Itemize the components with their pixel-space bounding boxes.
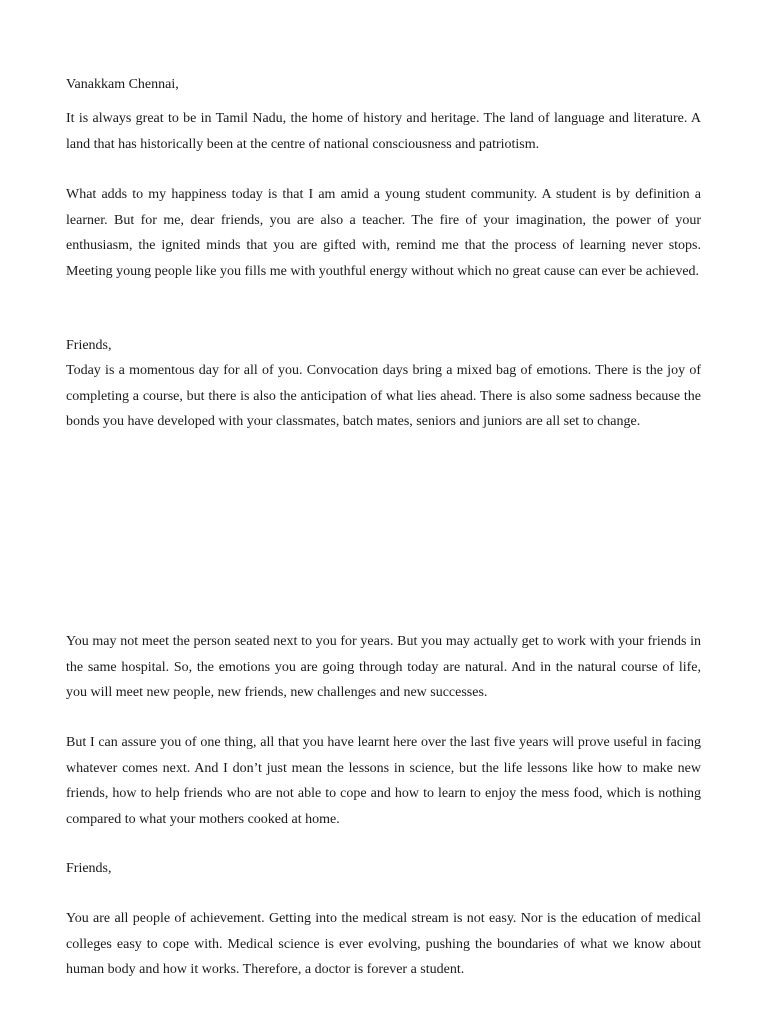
paragraph-student-community: What adds to my happiness today is that I am amid a young student community. A student is by definition a learner. But for me, dear friends, you are also a teacher. The fire of your imagination, the power of your enthusiasm, the ignited minds that you are gifted with, remind me that the process of learning never stops. Meeting young people like you fills me with youthful energy without which no great cause can ever be achieved. bbox=[66, 187, 701, 279]
greeting: Vanakkam Chennai, bbox=[66, 77, 179, 92]
paragraph-emotions: You may not meet the person seated next to you for years. But you may actually get to work with your friends in the same hospital. So, the emotions you are going through today are natural. And in the natural course of life, you will meet new people, new friends, new challenges and new successes. bbox=[66, 634, 701, 700]
paragraph-tamil-nadu: It is always great to be in Tamil Nadu, the home of history and heritage. The land of language and literature. A land that has historically been at the centre of national consciousness and patriotism. bbox=[66, 111, 701, 152]
paragraph-friends-salutation: Friends, bbox=[66, 338, 112, 353]
paragraph-life-lessons: But I can assure you of one thing, all that you have learnt here over the last five years will prove useful in facing whatever comes next. And I don’t just mean the lessons in science, but the life lessons like how to make new friends, how to help friends who are not able to cope and how to learn to enjoy the mess food, which is nothing compared to what your mothers cooked at home. bbox=[66, 735, 701, 827]
paragraph-friends-salutation-2: Friends, bbox=[66, 861, 112, 876]
paragraph-convocation: Today is a momentous day for all of you. Convocation days bring a mixed bag of emotions. There is the joy of completing a course, but there is also the anticipation of what lies ahead. There is also some sadness because the bonds you have developed with your classmates, batch mates, seniors and juniors are all set to change. bbox=[66, 363, 701, 429]
paragraph-achievement: You are all people of achievement. Getting into the medical stream is not easy. Nor is the education of medical colleges easy to cope with. Medical science is ever evolving, pushing the boundaries of what we know about human body and how it works. Therefore, a doctor is forever a student. bbox=[66, 911, 701, 977]
